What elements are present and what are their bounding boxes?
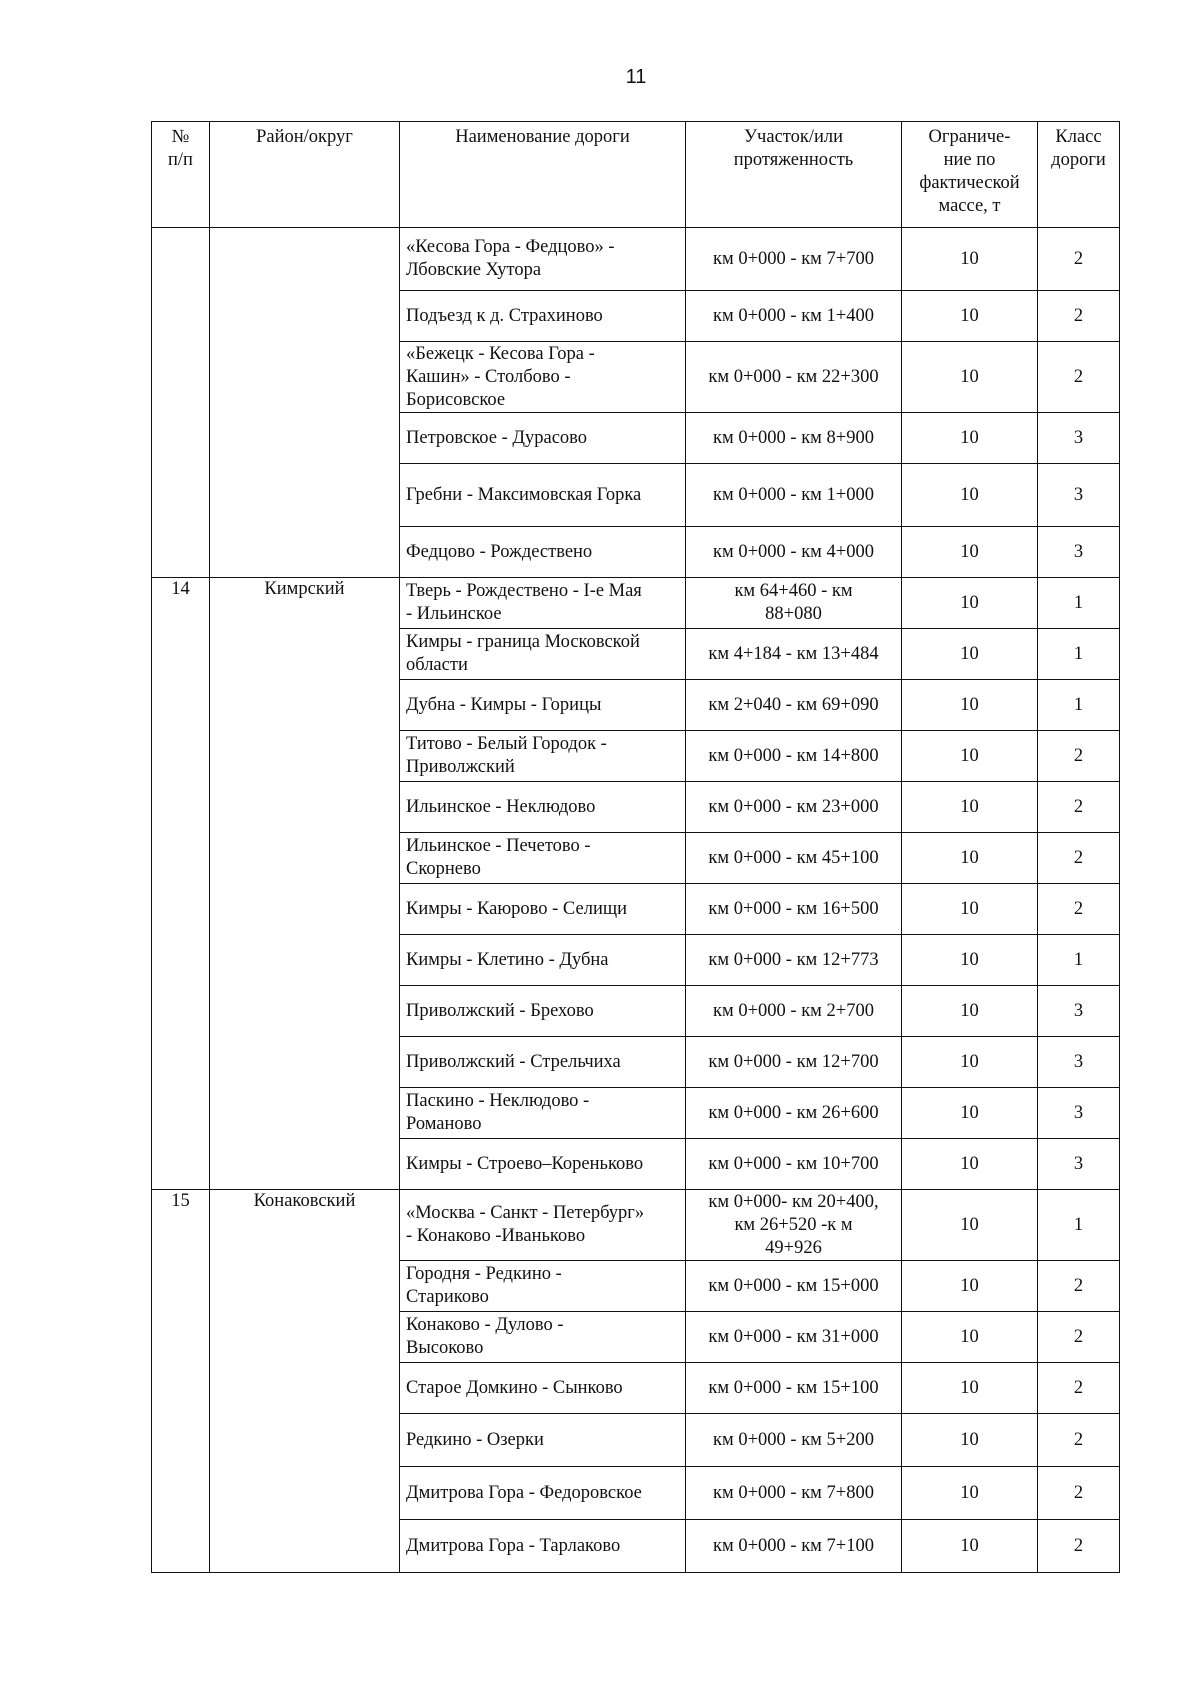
road-name: Ильинское - Печетово - Скорнево [400,833,686,884]
row-number [152,833,210,884]
table-row [152,782,1120,833]
table-row [152,680,1120,731]
road-class: 3 [1038,1088,1120,1139]
road-class: 3 [1038,527,1120,578]
road-name: Приволжский - Брехово [400,986,686,1037]
road-section: км 0+000 - км 4+000 [686,527,902,578]
row-district [210,833,400,884]
row-district [210,413,400,464]
road-section: км 0+000 - км 12+773 [686,935,902,986]
road-name: «Москва - Санкт - Петербург» - Конаково -Иваньково [400,1190,686,1261]
row-district: Кимрский [210,578,400,629]
table-row [152,1139,1120,1190]
road-name: Дмитрова Гора - Федоровское [400,1467,686,1520]
road-section: км 0+000 - км 1+000 [686,464,902,527]
table-row [152,731,1120,782]
row-district: Конаковский [210,1190,400,1261]
weight-limit: 10 [902,1363,1038,1414]
weight-limit: 10 [902,833,1038,884]
table-row [152,1312,1120,1363]
header-section: Участок/или протяженность [686,122,902,228]
header-district: Район/округ [210,122,400,228]
weight-limit: 10 [902,413,1038,464]
road-name: Старое Домкино - Сынково [400,1363,686,1414]
row-district [210,1467,400,1520]
road-section: км 0+000 - км 10+700 [686,1139,902,1190]
road-section: км 0+000 - км 14+800 [686,731,902,782]
row-number [152,1467,210,1520]
row-district [210,291,400,342]
road-name: Приволжский - Стрельчиха [400,1037,686,1088]
road-section: км 0+000 - км 22+300 [686,342,902,413]
row-district [210,680,400,731]
road-name: Гребни - Максимовская Горка [400,464,686,527]
road-class: 2 [1038,291,1120,342]
table-row [152,1190,1120,1261]
road-class: 3 [1038,464,1120,527]
table-header-row [152,122,1120,228]
road-section: км 0+000 - км 5+200 [686,1414,902,1467]
road-section: км 0+000 - км 7+700 [686,228,902,291]
table-row [152,884,1120,935]
road-section: км 0+000 - км 15+000 [686,1261,902,1312]
table-row [152,1088,1120,1139]
road-section: км 2+040 - км 69+090 [686,680,902,731]
weight-limit: 10 [902,1261,1038,1312]
weight-limit: 10 [902,680,1038,731]
road-class: 2 [1038,1520,1120,1573]
road-section: км 0+000 - км 1+400 [686,291,902,342]
weight-limit: 10 [902,1312,1038,1363]
table-row [152,1520,1120,1573]
row-number [152,342,210,413]
row-number [152,291,210,342]
road-class: 3 [1038,986,1120,1037]
row-district [210,731,400,782]
road-name: Федцово - Рождествено [400,527,686,578]
weight-limit: 10 [902,782,1038,833]
road-name: Городня - Редкино - Стариково [400,1261,686,1312]
row-number [152,782,210,833]
row-district [210,1261,400,1312]
row-district [210,1363,400,1414]
row-number: 14 [152,578,210,629]
road-section: км 0+000 - км 15+100 [686,1363,902,1414]
road-name: Кимры - граница Московской области [400,629,686,680]
road-section: км 0+000 - км 23+000 [686,782,902,833]
road-name: Титово - Белый Городок - Приволжский [400,731,686,782]
table-row [152,413,1120,464]
weight-limit: 10 [902,1139,1038,1190]
table-row [152,833,1120,884]
row-number [152,1139,210,1190]
table-row [152,935,1120,986]
weight-limit: 10 [902,986,1038,1037]
weight-limit: 10 [902,1037,1038,1088]
row-number [152,680,210,731]
road-section: км 0+000 - км 2+700 [686,986,902,1037]
road-class: 1 [1038,935,1120,986]
road-name: Петровское - Дурасово [400,413,686,464]
header-road: Наименование дороги [400,122,686,228]
row-district [210,1037,400,1088]
weight-limit: 10 [902,228,1038,291]
weight-limit: 10 [902,1088,1038,1139]
row-district [210,342,400,413]
road-name: Ильинское - Неклюдово [400,782,686,833]
weight-limit: 10 [902,464,1038,527]
road-section: км 0+000 - км 16+500 [686,884,902,935]
weight-limit: 10 [902,935,1038,986]
road-name: Кимры - Строево–Кореньково [400,1139,686,1190]
row-number [152,1037,210,1088]
row-number [152,629,210,680]
row-district [210,782,400,833]
row-district [210,629,400,680]
row-number [152,1088,210,1139]
road-section: км 0+000- км 20+400, км 26+520 -к м 49+926 [686,1190,902,1261]
road-section: км 0+000 - км 31+000 [686,1312,902,1363]
road-class: 2 [1038,782,1120,833]
table-row [152,527,1120,578]
row-number [152,464,210,527]
weight-limit: 10 [902,1467,1038,1520]
road-class: 3 [1038,1037,1120,1088]
row-number [152,1261,210,1312]
road-class: 1 [1038,578,1120,629]
row-district [210,464,400,527]
header-class: Класс дороги [1038,122,1120,228]
road-class: 3 [1038,1139,1120,1190]
row-district [210,1312,400,1363]
road-name: Паскино - Неклюдово - Романово [400,1088,686,1139]
row-district [210,1139,400,1190]
table-row [152,228,1120,291]
road-section: км 0+000 - км 12+700 [686,1037,902,1088]
row-number [152,1414,210,1467]
weight-limit: 10 [902,884,1038,935]
road-name: «Бежецк - Кесова Гора - Кашин» - Столбово - Борисовское [400,342,686,413]
road-class: 2 [1038,884,1120,935]
row-number [152,1520,210,1573]
weight-limit: 10 [902,629,1038,680]
weight-limit: 10 [902,578,1038,629]
road-section: км 4+184 - км 13+484 [686,629,902,680]
road-name: «Кесова Гора - Федцово» - Лбовские Хутора [400,228,686,291]
road-class: 2 [1038,731,1120,782]
road-name: Редкино - Озерки [400,1414,686,1467]
weight-limit: 10 [902,527,1038,578]
road-class: 1 [1038,680,1120,731]
weight-limit: 10 [902,1520,1038,1573]
table-row [152,629,1120,680]
weight-limit: 10 [902,291,1038,342]
row-district [210,1414,400,1467]
weight-limit: 10 [902,1414,1038,1467]
table-row [152,342,1120,413]
table-row [152,464,1120,527]
road-class: 2 [1038,342,1120,413]
table-row [152,1363,1120,1414]
road-class: 2 [1038,833,1120,884]
road-class: 2 [1038,1467,1120,1520]
row-district [210,884,400,935]
roads-table [151,121,1120,1573]
row-number [152,986,210,1037]
page-number: 11 [625,66,647,88]
weight-limit: 10 [902,342,1038,413]
table-row [152,1037,1120,1088]
row-number [152,527,210,578]
table-row [152,986,1120,1037]
table-row [152,1261,1120,1312]
road-section: км 0+000 - км 7+100 [686,1520,902,1573]
table-row [152,578,1120,629]
row-number [152,413,210,464]
row-district [210,986,400,1037]
row-number [152,1312,210,1363]
table-row [152,291,1120,342]
table-body [152,228,1120,1573]
table-row [152,1467,1120,1520]
road-section: км 0+000 - км 45+100 [686,833,902,884]
road-name: Подъезд к д. Страхиново [400,291,686,342]
road-class: 3 [1038,413,1120,464]
road-class: 2 [1038,1363,1120,1414]
road-section: км 0+000 - км 8+900 [686,413,902,464]
road-name: Конаково - Дулово - Высоково [400,1312,686,1363]
row-district [210,1520,400,1573]
road-name: Кимры - Каюрово - Селищи [400,884,686,935]
road-class: 2 [1038,1312,1120,1363]
header-num: № п/п [152,122,210,228]
road-class: 2 [1038,228,1120,291]
row-district [210,1088,400,1139]
weight-limit: 10 [902,731,1038,782]
row-number [152,1363,210,1414]
row-number [152,228,210,291]
road-section: км 0+000 - км 26+600 [686,1088,902,1139]
row-number [152,935,210,986]
road-section: км 0+000 - км 7+800 [686,1467,902,1520]
road-class: 1 [1038,1190,1120,1261]
row-number [152,731,210,782]
row-district [210,228,400,291]
road-class: 2 [1038,1414,1120,1467]
weight-limit: 10 [902,1190,1038,1261]
road-name: Тверь - Рождествено - I-е Мая - Ильинское [400,578,686,629]
road-name: Кимры - Клетино - Дубна [400,935,686,986]
road-section: км 64+460 - км 88+080 [686,578,902,629]
table-row [152,1414,1120,1467]
road-name: Дмитрова Гора - Тарлаково [400,1520,686,1573]
road-class: 2 [1038,1261,1120,1312]
road-name: Дубна - Кимры - Горицы [400,680,686,731]
header-limit: Ограниче- ние по фактической массе, т [902,122,1038,228]
row-district [210,935,400,986]
road-class: 1 [1038,629,1120,680]
row-district [210,527,400,578]
row-number: 15 [152,1190,210,1261]
row-number [152,884,210,935]
